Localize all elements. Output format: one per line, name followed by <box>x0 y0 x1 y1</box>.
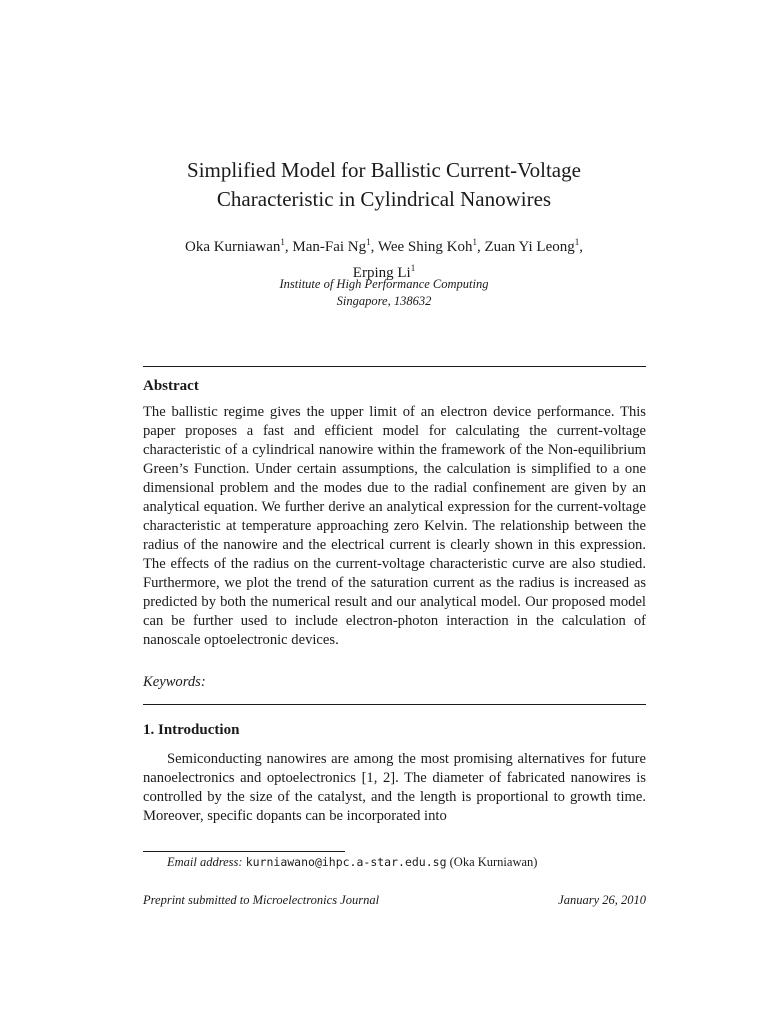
paper-title <box>0 156 768 214</box>
author-name: Erping Li <box>352 265 411 281</box>
title-line-1: Simplified Model for Ballistic Current-Voltage <box>187 158 581 182</box>
author-affil-mark: 1 <box>472 237 477 247</box>
author-affil-mark: 1 <box>280 237 285 247</box>
author-name: Oka Kurniawan <box>184 239 281 255</box>
affiliation <box>0 276 768 310</box>
footer-date: January 26, 2010 <box>558 893 646 907</box>
footnote-owner: (Oka Kurniawan) <box>449 855 538 869</box>
abstract-text: The ballistic regime gives the upper limit of an electron device performance. This paper proposes a fast and efficient model for calculating the current-voltage characteristic of a cylindrical nanowire within the framework of the Non-equilibrium Green’s Function. Under certain assumptions, the calculation is simplified to a one dimensional problem and the modes due to the radial confinement are given by an analytical equation. We further derive an analytical expression for the current-voltage characteristic at temperature approaching zero Kelvin. The relationship between the radius of the nanowire and the electrical current is clearly shown in this expression. The effects of the radius on the current-voltage characteristic curve are also studied. Furthermore, we plot the trend of the saturation current as the radius is increased as predicted by both the numerical result and our analytical model. Our proposed model can be further used to include electron-photon interaction in the calculation of nanoscale optoelectronic devices. <box>143 404 646 648</box>
footnote-rule <box>143 851 345 852</box>
section-heading-introduction: 1. Introduction <box>143 722 240 738</box>
footnote-label: Email address: <box>167 855 243 869</box>
keywords-label: Keywords: <box>143 674 206 690</box>
author-affil-mark: 1 <box>366 237 371 247</box>
affiliation-line-2: Singapore, 138632 <box>336 294 432 308</box>
author-name: Wee Shing Koh <box>377 239 473 255</box>
author-affil-mark: 1 <box>410 263 416 273</box>
affiliation-line-1: Institute of High Performance Computing <box>279 277 489 291</box>
introduction-text: Semiconducting nanowires are among the most promising alternatives for future nanoelectronics and optoelectronics [1, 2]. The diameter of fabricated nanowires is controlled by the size of the catalyst, and the length is proportional to growth time. Moreover, specific dopants can be incorporated into <box>143 751 646 824</box>
abstract-top-rule <box>143 366 646 367</box>
footer-preprint-note: Preprint submitted to Microelectronics Journal <box>143 893 380 907</box>
footnote <box>167 855 537 870</box>
author-affil-mark: 1 <box>574 237 580 247</box>
author-name: Man-Fai Ng <box>292 239 367 255</box>
title-line-2: Characteristic in Cylindrical Nanowires <box>216 187 552 211</box>
author-name: Zuan Yi Leong <box>484 239 575 255</box>
abstract-bottom-rule <box>143 704 646 705</box>
abstract-heading: Abstract <box>143 378 199 394</box>
footnote-email: kurniawano@ihpc.a-star.edu.sg <box>245 855 447 869</box>
author-line-1: Oka Kurniawan$^1$, Man-Fai Ng$^1$, Wee Shing Koh$^1$, Zuan Yi Leong$^1$, <box>184 237 583 255</box>
